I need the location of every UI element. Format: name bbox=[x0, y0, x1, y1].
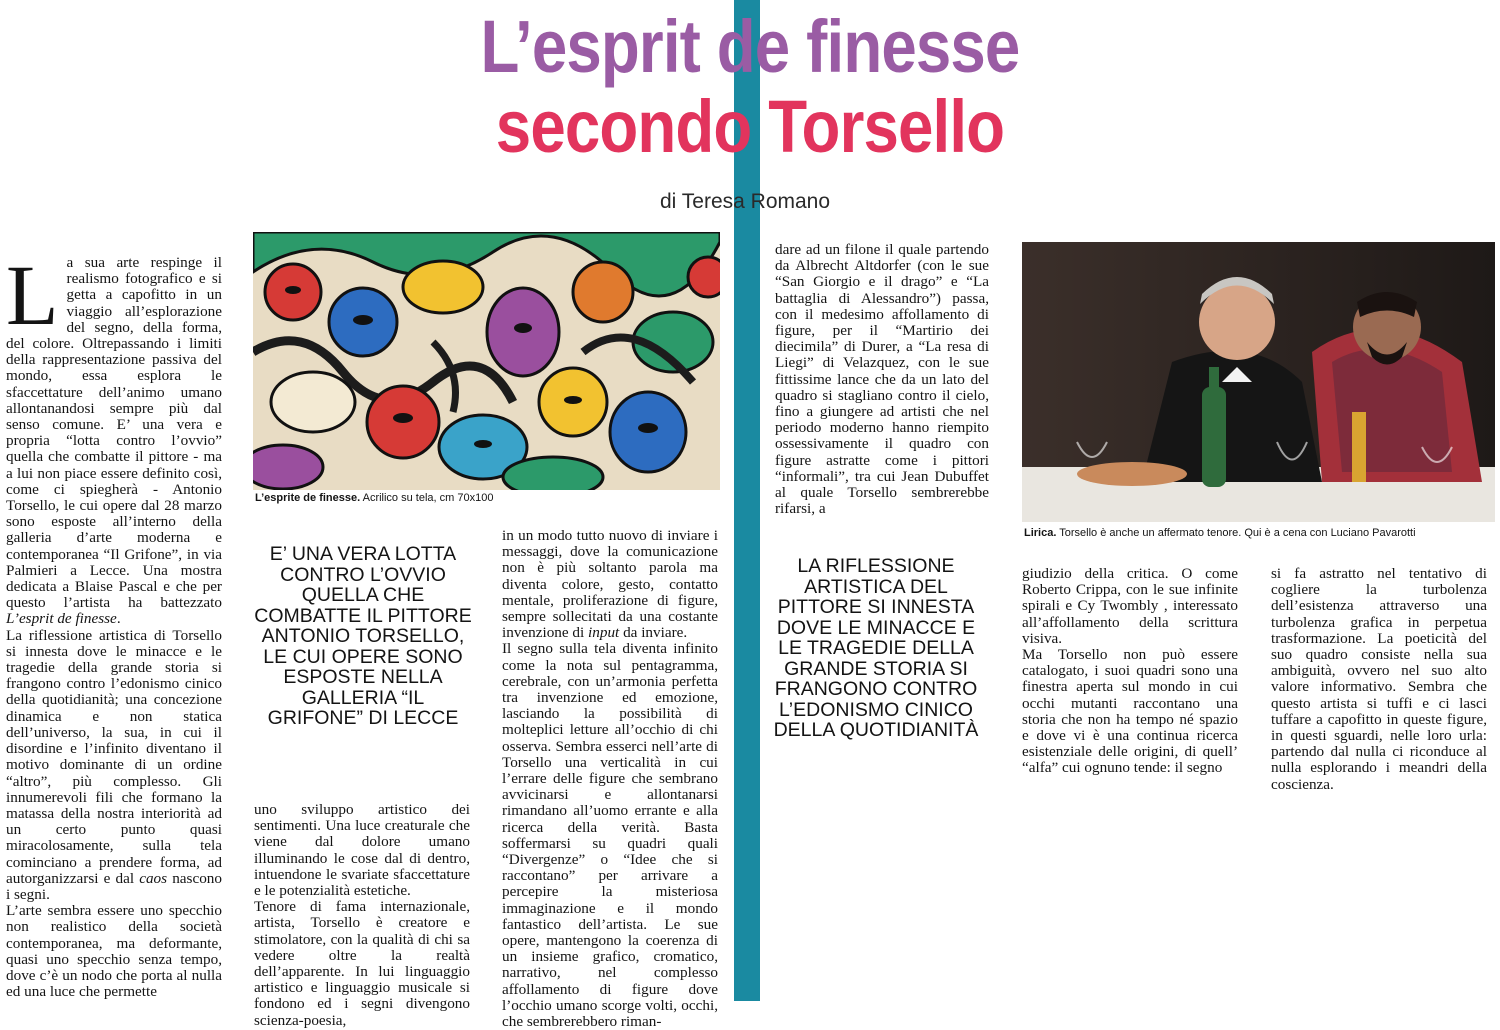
text: La riflessione artistica di Torsello si innesta dove le minacce e le tragedie della grande storia si frangono contro l’edonismo cinico della quotidianità; una concezione dinamica e non statica dell’universo, la sua, in cui il disordine e l’infinito diventano il motivo dominante di un ordine “altro”, più complesso. Gli innumerevoli fili che formano la matassa della nostra interiorità ad un certo punto quasi miracolosamente, sulla tela cominciano a prendere forma, ad autorganizzarsi e dal bbox=[6, 626, 222, 887]
paragraph: L’arte sembra essere uno specchio non realistico della società contemporanea, ma deformante, quasi uno specchio senza tempo, dove c’è un nodo che porta al nulla ed una luce che permette bbox=[6, 902, 222, 1001]
text: nascono i segni. bbox=[6, 869, 222, 903]
painting-image bbox=[253, 232, 720, 490]
dinner-photo bbox=[1022, 242, 1495, 522]
text: da inviare. bbox=[619, 624, 688, 642]
caption-title: Lirica. bbox=[1024, 527, 1057, 539]
paragraph: uno sviluppo artistico dei sentimenti. Una luce creaturale che viene dal dolore umano illuminando le cose dal di dentro, intuendone le svariate sfaccettature e le potenzialità estetiche. bbox=[254, 801, 470, 900]
paragraph: giudizio della critica. O come Roberto Crippa, con le sue infinite spirali e Cy Twombly , interessato all’affollamento della scrittura visiva. bbox=[1022, 565, 1238, 647]
article-column-3 bbox=[502, 528, 718, 1030]
text: . bbox=[116, 610, 121, 628]
article-column-1 bbox=[6, 247, 222, 1001]
caption-text: Torsello è anche un affermato tenore. Qui è a cena con Luciano Pavarotti bbox=[1056, 527, 1416, 539]
paragraph: Tenore di fama internazionale, artista, Torsello è creatore e stimolatore, con la qualità di chi sa vedere oltre la realtà dell’apparente. In lui linguaggio artistico e linguaggio musicale si fondono ed i segni divengono scienza-poesia, bbox=[254, 898, 470, 1029]
paragraph: Ma Torsello non può essere catalogato, i suoi quadri sono una finestra aperta sul mondo in cui occhi mutanti raccontano una storia che non ha tempo né spazio e dove vi è una continua ricerca esistenziale delle origini, di quell’ “alfa” cui ognuno tende: il segno bbox=[1022, 646, 1238, 777]
article-column-4 bbox=[775, 242, 989, 517]
italic-title: L’esprit de finesse bbox=[6, 610, 117, 628]
photo-scene bbox=[1022, 242, 1495, 522]
painting-caption bbox=[255, 492, 715, 505]
abstract-painting bbox=[253, 232, 720, 490]
pull-quote-1: E’ UNA VERA LOTTA CONTRO L’OVVIO QUELLA CHE COMBATTE IL PITTORE ANTONIO TORSELLO, LE CUI OPERE SONO ESPOSTE NELLA GALLERIA “IL GRIFONE” DI LECCE bbox=[254, 543, 472, 729]
caption-title: L’esprite de finesse. bbox=[255, 492, 361, 504]
photo-caption bbox=[1024, 527, 1494, 540]
article-column-5 bbox=[1022, 566, 1238, 777]
paragraph bbox=[6, 628, 222, 903]
pull-quote-2: LA RIFLESSIONE ARTISTICA DEL PITTORE SI INNESTA DOVE LE MINACCE E LE TRAGEDIE DELLA GRANDE STORIA SI FRANGONO CONTRO L’EDONISMO CINICO DELLA QUOTIDIANITÀ bbox=[773, 555, 979, 741]
caption-text: Acrilico su tela, cm 70x100 bbox=[360, 492, 494, 504]
italic-word: input bbox=[588, 624, 620, 642]
paragraph: si fa astratto nel tentativo di cogliere la turbolenza dell’esistenza attraverso una turbolenza grafica in perpetua trasformazione. La poeticità del suo quadro consiste nella sua ambiguità, ovvero nel suo alto valore informativo. Sembra che questo artista si tuffi e ci lasci tuffare a capofitto in queste figure, in questi sguardi, nelle loro urla: partendo dal nulla ci riconduce al nulla esplorando i meandri della coscienza. bbox=[1271, 565, 1487, 793]
article-column-2 bbox=[254, 802, 470, 1029]
text: in un modo tutto nuovo di inviare i messaggi, dove la comunicazione non è più soltanto parola ma diventa colore, gesto, contatto mentale, proliferazione di figure, sempre sollecitati da una costante invenzione di bbox=[502, 527, 718, 642]
headline-line-1: L’esprit de finesse bbox=[480, 5, 1020, 88]
paragraph: Il segno sulla tela diventa infinito come la nota sul pentagramma, cerebrale, con un’armonia perfetta tra invenzione ed emozione, lasciando la possibilità di molteplici letture all’occhio di chi osserva. Sembra esserci nell’arte di Torsello una verticalità in cui l’errare delle figure che sembrano avvicinarsi e allontanarsi rimandano all’uomo errante e alla ricerca della verità. Basta soffermarsi su quadri quali “Divergenze” o “Idee che si raccontano” per arrivare a percepire la misteriosa immaginazione e il mondo fantastico dell’artista. Le sue opere, mantengono la coerenza di un insieme grafico, cromatico, narrativo, nel complesso affollamento di figure dove l’occhio umano scorge volti, occhi, che sembrerebbero riman- bbox=[502, 640, 718, 1030]
paragraph: dare ad un filone il quale partendo da Albrecht Altdorfer (con le sue “San Giorgio e il drago” e “La battaglia di Alessandro”) passa, con il medesimo affollamento di figure, per il “Martirio dei diecimila” di Durer, a “La resa di Liegi” di Velazquez, con le sue fittissime lance che da un lato del quadro si stagliano contro il cielo, fino a giungere ad artisti che nel periodo moderno hanno riempito ossessivamente il quadro con figure astratte come i pittori “informali”, tra cui Jean Dubuffet al quale Torsello sembrerebbe rifarsi, a bbox=[775, 241, 989, 518]
headline-line-2: secondo Torsello bbox=[495, 85, 1005, 168]
paragraph bbox=[502, 528, 718, 641]
article-column-6 bbox=[1271, 566, 1487, 793]
italic-word: caos bbox=[139, 869, 168, 887]
byline: di Teresa Romano bbox=[660, 190, 831, 213]
text: a sua arte respinge il realismo fotografico e si getta a capofitto in un viaggio all’esplorazione del segno, della forma, del colore. Oltrepassando i limiti della rappresentazione passiva del mondo, essa esplora le sfaccettature dell’animo umano allontanandosi sempre più dal senso comune. E’ una vera e propria “lotta contro l’ovvio” quella che combatte il pittore - ma a lui non piace essere definito così, come ci spiegherà - Antonio Torsello, le cui opere dal 28 marzo sono esposte all’interno della galleria d’arte moderna e contemporanea “Il Grifone”, in via Palmieri a Lecce. Una mostra dedicata a Blaise Pascal e che per questo l’artista ha battezzato bbox=[6, 254, 222, 612]
drop-cap: L bbox=[6, 247, 59, 343]
paragraph bbox=[6, 247, 222, 628]
